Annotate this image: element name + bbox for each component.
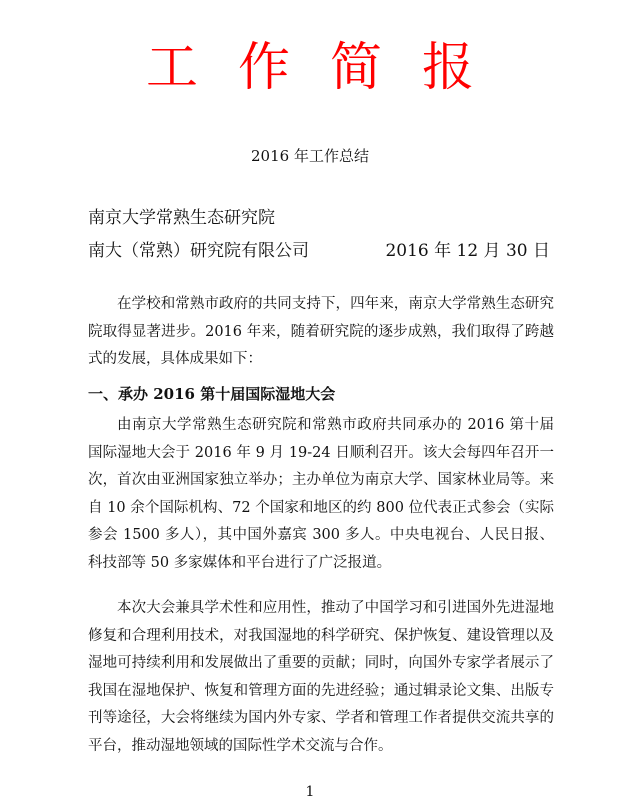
document-title	[0, 38, 620, 98]
intro-paragraph: 在学校和常熟市政府的共同支持下，四年来，南京大学常熟生态研究院取得显著进步。2016 年来，随着研究院的逐步成熟，我们取得了跨越式的发展，具体成果如下：	[88, 296, 554, 367]
organization-name-1: 南京大学常熟生态研究院	[88, 208, 275, 228]
title-char: 简	[330, 38, 383, 98]
title-char: 工	[146, 38, 199, 98]
body-paragraph: 由南京大学常熟生态研究院和常熟市政府共同承办的 2016 第十届国际湿地大会于 2016 年 9 月 19-24 日顺利召开。该大会每四年召开一次，首次由亚洲国家独立举办；主办单位为南京大学、国家林业局等。来自 10 余个国际机构、72 个国家和地区的约 800 位代表正式参会（实际参会 1500 多人），其中国外嘉宾 300 多人。中央电视台、人民日报、科技部等 50 多家媒体和平台进行了广泛报道。	[88, 417, 554, 571]
organization-name-2: 南大（常熟）研究院有限公司	[88, 241, 309, 261]
page-number: 1	[305, 784, 315, 800]
document-subtitle: 2016 年工作总结	[251, 147, 369, 165]
body-paragraph: 本次大会兼具学术性和应用性，推动了中国学习和引进国外先进湿地修复和合理利用技术，对我国湿地的科学研究、保护恢复、建设管理以及湿地可持续利用和发展做出了重要的贡献；同时，向国外专家学者展示了我国在湿地保护、恢复和管理方面的先进经验；通过辑录论文集、出版专刊等途径，大会将继续为国内外专家、学者和管理工作者提供交流共享的平台，推动湿地领域的国际性学术交流与合作。	[88, 600, 554, 754]
document-date: 2016 年 12 月 30 日	[385, 241, 550, 261]
title-char: 报	[422, 38, 475, 98]
title-char: 作	[238, 38, 291, 98]
section-heading: 一、承办 2016 第十届国际湿地大会	[88, 385, 336, 403]
